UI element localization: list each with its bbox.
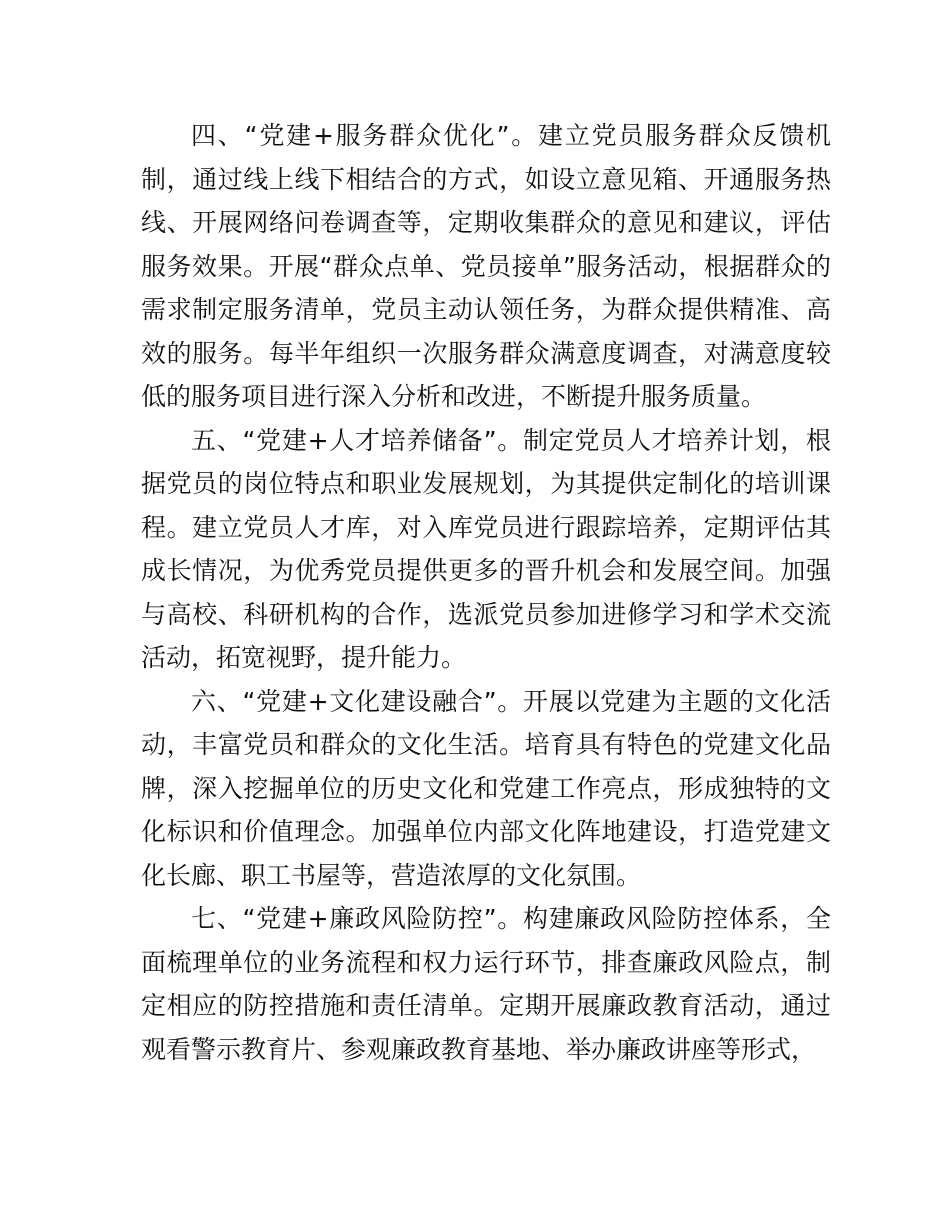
paragraph-5-talent-cultivation: 五、“党建+人才培养储备”。制定党员人才培养计划，根据党员的岗位特点和职业发展规划，为其提供定制化的培训课程。建立党员人才库，对入库党员进行跟踪培养，定期评估其成长情况，为优秀党员提供更多的晋升机会和发展空间。加强与高校、科研机构的合作，选派党员参加进修学习和学术交流活动，拓宽视野，提升能力。 — [141, 425, 831, 672]
paragraph-4-service-masses: 四、“党建+服务群众优化”。建立党员服务群众反馈机制，通过线上线下相结合的方式，如设立意见箱、开通服务热线、开展网络问卷调查等，定期收集群众的意见和建议，评估服务效果。开展“群众点单、党员接单”服务活动，根据群众的需求制定服务清单，党员主动认领任务，为群众提供精准、高效的服务。每半年组织一次服务群众满意度调查，对满意度较低的服务项目进行深入分析和改进，不断提升服务质量。 — [141, 121, 831, 411]
paragraph-7-integrity-risk-control: 七、“党建+廉政风险防控”。构建廉政风险防控体系，全面梳理单位的业务流程和权力运行环节，排查廉政风险点，制定相应的防控措施和责任清单。定期开展廉政教育活动，通过观看警示教育片、参观廉政教育基地、举办廉政讲座等形式， — [141, 904, 831, 1064]
document-body — [141, 114, 831, 1071]
paragraph-6-culture-building: 六、“党建+文化建设融合”。开展以党建为主题的文化活动，丰富党员和群众的文化生活。培育具有特色的党建文化品牌，深入挖掘单位的历史文化和党建工作亮点，形成独特的文化标识和价值理念。加强单位内部文化阵地建设，打造党建文化长廊、职工书屋等，营造浓厚的文化氛围。 — [141, 686, 831, 890]
